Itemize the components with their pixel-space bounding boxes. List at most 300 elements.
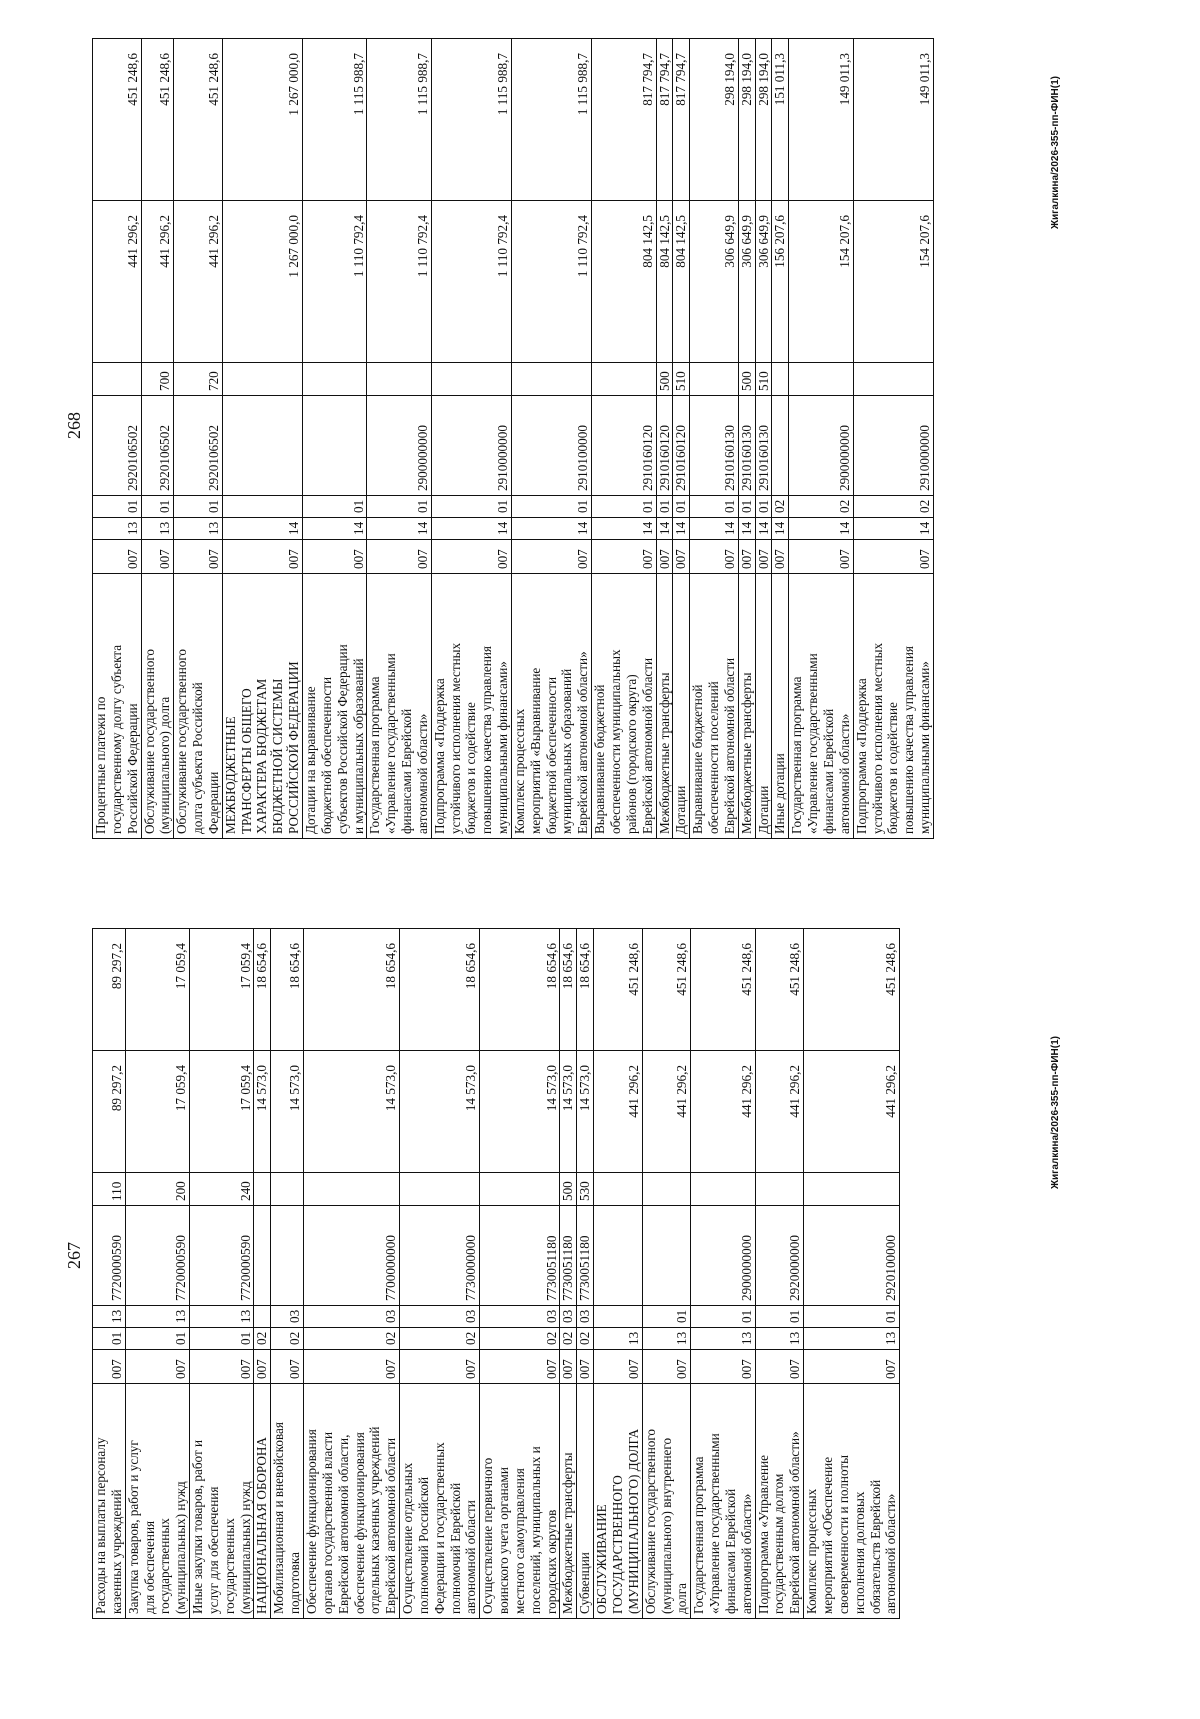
row-name-line: автономной области [463, 1500, 479, 1614]
table-row [642, 929, 691, 1619]
section-code: 14 [511, 518, 591, 540]
row-name-line: бюджетной обеспеченности [318, 676, 334, 834]
row-name-line: Государственная программа [367, 676, 383, 834]
row-name [789, 574, 853, 839]
section-code: 02 [480, 1328, 560, 1350]
amount-year-1: 1 110 792,4 [367, 201, 431, 363]
expense-type-code [592, 363, 656, 396]
row-name-line: обеспеченности муниципальных [608, 649, 623, 834]
row-name [222, 574, 302, 839]
row-name-line: ХАРАКТЕРА БЮДЖЕТАМ [254, 678, 270, 834]
ministry-code: 007 [690, 540, 739, 574]
expense-type-code: 500 [560, 1173, 577, 1206]
ministry-code: 007 [804, 1350, 900, 1384]
ministry-code: 007 [560, 1350, 577, 1384]
amount-year-1: 1 267 000,0 [222, 201, 302, 363]
target-article-code: 2910000000 [853, 396, 933, 496]
table-row [691, 929, 755, 1619]
row-name-line: Обеспечение функционирования [303, 1429, 319, 1614]
row-name-line: отдельных казенных учреждений [367, 1426, 383, 1614]
row-name-line: поселений, муниципальных и [527, 1446, 543, 1614]
row-name-line: финансами Еврейской [722, 1488, 738, 1614]
table-row [431, 39, 511, 839]
ministry-code: 007 [511, 540, 591, 574]
row-name [755, 1384, 804, 1619]
amount-year-1: 804 142,5 [656, 201, 673, 363]
section-code: 01 [190, 1328, 254, 1350]
row-name-line: мероприятий «Выравнивание [527, 667, 543, 834]
target-article-code: 7720000590 [190, 1206, 254, 1306]
row-name-line: Дотации [755, 785, 771, 834]
row-name-line: ОБСЛУЖИВАНИЕ [594, 1504, 610, 1614]
ministry-code: 007 [755, 540, 772, 574]
target-article-code: 2910160130 [690, 396, 739, 496]
ministry-code: 007 [480, 1350, 560, 1384]
expense-type-code: 720 [174, 363, 223, 396]
expense-type-code: 510 [755, 363, 772, 396]
subsection-code: 01 [93, 496, 142, 518]
row-name [271, 1384, 304, 1619]
row-name-line: автономной области» [883, 1493, 899, 1614]
amount-year-2: 817 794,7 [592, 39, 656, 201]
table-row [789, 39, 853, 839]
row-name-line: государственному долгу субъекта [108, 644, 124, 834]
row-name-line: финансами Еврейской [399, 708, 415, 834]
row-name-line: Федерации [205, 771, 221, 834]
row-name-line: Подпрограмма «Поддержка [853, 678, 869, 834]
row-name-line: повышению качества управления [479, 646, 495, 834]
table-row [804, 929, 900, 1619]
target-article-code: 2910160120 [592, 396, 656, 496]
section-code: 14 [673, 518, 690, 540]
amount-year-1: 441 296,2 [174, 201, 223, 363]
row-name-line: казенных учреждений [108, 1489, 124, 1614]
subsection-code: 03 [400, 1306, 480, 1328]
amount-year-1: 14 573,0 [577, 1051, 594, 1173]
row-name [174, 574, 223, 839]
ministry-code: 007 [656, 540, 673, 574]
row-name-line: муниципальных образований [559, 668, 575, 834]
row-name [673, 574, 690, 839]
section-code: 02 [254, 1328, 271, 1350]
amount-year-1: 441 296,2 [642, 1051, 691, 1173]
expense-type-code [690, 363, 739, 396]
amount-year-1: 154 207,6 [853, 201, 933, 363]
expense-type-code [222, 363, 302, 396]
amount-year-1: 14 573,0 [303, 1051, 399, 1173]
subsection-code: 02 [853, 496, 933, 518]
amount-year-2: 298 194,0 [690, 39, 739, 201]
amount-year-2: 17 059,4 [190, 929, 254, 1051]
amount-year-2: 151 011,3 [772, 39, 789, 201]
ministry-code: 007 [853, 540, 933, 574]
row-name-line: РОССИЙСКОЙ ФЕДЕРАЦИИ [286, 661, 302, 834]
subsection-code: 01 [656, 496, 673, 518]
expense-type-code: 110 [93, 1173, 126, 1206]
amount-year-1: 14 573,0 [254, 1051, 271, 1173]
subsection-code: 01 [691, 1306, 755, 1328]
row-name-line: Еврейской автономной области» [575, 651, 591, 834]
ministry-code: 007 [125, 1350, 189, 1384]
expense-type-code [480, 1173, 560, 1206]
amount-year-2: 1 115 988,7 [367, 39, 431, 201]
row-name-line: и муниципальных образований [350, 658, 366, 834]
row-name-line: долга [674, 1583, 690, 1614]
target-article-code: 2910100000 [511, 396, 591, 496]
ministry-code: 007 [174, 540, 223, 574]
subsection-code: 02 [789, 496, 853, 518]
row-name-line: мероприятий «Обеспечение [819, 1456, 835, 1614]
page-267 [0, 859, 1200, 1719]
row-name-line: Государственная программа [691, 1456, 707, 1614]
ministry-code: 007 [254, 1350, 271, 1384]
subsection-code: 03 [271, 1306, 304, 1328]
table-row [592, 39, 656, 839]
ministry-code: 007 [367, 540, 431, 574]
section-code: 13 [642, 1328, 691, 1350]
row-name-line: государственных [157, 1518, 173, 1614]
amount-year-1: 14 573,0 [480, 1051, 560, 1173]
row-name [367, 574, 431, 839]
row-name [93, 574, 142, 839]
subsection-code: 01 [141, 496, 174, 518]
section-code: 14 [431, 518, 511, 540]
row-name [804, 1384, 900, 1619]
row-name [755, 574, 772, 839]
row-name-line: полномочий Российской [415, 1476, 431, 1614]
amount-year-1: 17 059,4 [125, 1051, 189, 1173]
row-name-line: Выравнивание бюджетной [592, 684, 608, 834]
section-code: 13 [141, 518, 174, 540]
section-code: 02 [271, 1328, 304, 1350]
table-row [222, 39, 302, 839]
amount-year-2: 451 248,6 [594, 929, 643, 1051]
row-name-line: бюджетной обеспеченности [543, 676, 559, 834]
target-article-code: 2910160130 [738, 396, 755, 496]
amount-year-2: 149 011,3 [789, 39, 853, 201]
subsection-code: 13 [125, 1306, 189, 1328]
document-footer: Жигалкина/2026-355-пп-ФИН(1) [1050, 1036, 1061, 1189]
target-article-code [772, 396, 789, 496]
section-code: 01 [125, 1328, 189, 1350]
ministry-code: 007 [93, 1350, 126, 1384]
target-article-code: 2920000000 [755, 1206, 804, 1306]
row-name-line: Еврейской автономной области» [787, 1431, 803, 1614]
amount-year-1: 14 573,0 [560, 1051, 577, 1173]
section-code: 14 [772, 518, 789, 540]
amount-year-2: 1 267 000,0 [222, 39, 302, 201]
table-row [93, 929, 126, 1619]
row-name-line: (муниципального) внутреннего [658, 1437, 674, 1614]
target-article-code [254, 1206, 271, 1306]
row-name-line: обязательств Еврейской [867, 1479, 883, 1614]
row-name [738, 574, 755, 839]
subsection-code: 03 [480, 1306, 560, 1328]
amount-year-2: 451 248,6 [93, 39, 142, 201]
section-code: 13 [594, 1328, 643, 1350]
table-row [656, 39, 673, 839]
row-name [560, 1384, 577, 1619]
expense-type-code [93, 363, 142, 396]
amount-year-2: 1 115 988,7 [431, 39, 511, 201]
row-name-line: автономной области» [414, 713, 430, 834]
target-article-code: 2920106502 [174, 396, 223, 496]
row-name-line: Еврейской автономной области [383, 1437, 399, 1614]
subsection-code: 01 [690, 496, 739, 518]
ministry-code: 007 [400, 1350, 480, 1384]
ministry-code: 007 [577, 1350, 594, 1384]
row-name-line: Подпрограмма «Управление [755, 1454, 771, 1614]
row-name-line: Обслуживание государственного [141, 648, 157, 834]
amount-year-1: 14 573,0 [271, 1051, 304, 1173]
target-article-code: 7730051180 [560, 1206, 577, 1306]
ministry-code: 007 [592, 540, 656, 574]
expense-type-code: 700 [141, 363, 174, 396]
expense-type-code [400, 1173, 480, 1206]
target-article-code: 7730051180 [480, 1206, 560, 1306]
row-name-line: Мобилизационная и вневойсковая [271, 1422, 287, 1614]
row-name-line: подготовка [287, 1552, 303, 1614]
row-name-line: Еврейской автономной области, [335, 1434, 351, 1614]
ministry-code: 007 [642, 1350, 691, 1384]
ministry-code: 007 [190, 1350, 254, 1384]
row-name [642, 1384, 691, 1619]
amount-year-2: 1 115 988,7 [511, 39, 591, 201]
amount-year-2: 89 297,2 [93, 929, 126, 1051]
amount-year-2: 451 248,6 [755, 929, 804, 1051]
section-code: 14 [853, 518, 933, 540]
row-name-line: финансами Еврейской [820, 708, 836, 834]
row-name-line: (МУНИЦИПАЛЬНОГО) ДОЛГА [625, 1428, 641, 1614]
row-name-line: Подпрограмма «Поддержка [431, 678, 447, 834]
table-row [772, 39, 789, 839]
row-name-line: Иные дотации [772, 753, 788, 834]
row-name-line: Комплекс процессных [804, 1488, 820, 1614]
amount-year-2: 451 248,6 [691, 929, 755, 1051]
budget-table [92, 928, 900, 1619]
row-name [141, 574, 174, 839]
amount-year-1: 17 059,4 [190, 1051, 254, 1173]
row-name-line: автономной области» [738, 1493, 754, 1614]
amount-year-1: 306 649,9 [738, 201, 755, 363]
amount-year-1: 89 297,2 [93, 1051, 126, 1173]
target-article-code: 2920106502 [93, 396, 142, 496]
row-name-line: полномочий Еврейской [447, 1482, 463, 1614]
expense-type-code [254, 1173, 271, 1206]
row-name [772, 574, 789, 839]
row-name-line: субъектов Российской Федерации [334, 644, 350, 834]
amount-year-2: 451 248,6 [642, 929, 691, 1051]
subsection-code: 01 [755, 496, 772, 518]
table-row [367, 39, 431, 839]
amount-year-1: 441 296,2 [755, 1051, 804, 1173]
target-article-code: 7730000000 [400, 1206, 480, 1306]
expense-type-code: 200 [125, 1173, 189, 1206]
amount-year-1: 306 649,9 [690, 201, 739, 363]
amount-year-2: 18 654,6 [303, 929, 399, 1051]
subsection-code [254, 1306, 271, 1328]
table-row [254, 929, 271, 1619]
row-name-line: Осуществление отдельных [400, 1462, 416, 1614]
expense-type-code [303, 1173, 399, 1206]
target-article-code: 2910160120 [673, 396, 690, 496]
section-code: 14 [690, 518, 739, 540]
target-article-code: 2910000000 [431, 396, 511, 496]
row-name-line: бюджетов и содействие [885, 702, 901, 834]
ministry-code: 007 [789, 540, 853, 574]
section-code: 13 [174, 518, 223, 540]
expense-type-code: 530 [577, 1173, 594, 1206]
amount-year-1: 1 110 792,4 [511, 201, 591, 363]
row-name-line: ТРАНСФЕРТЫ ОБЩЕГО [238, 688, 254, 834]
amount-year-1: 156 207,6 [772, 201, 789, 363]
subsection-code [222, 496, 302, 518]
row-name [254, 1384, 271, 1619]
amount-year-2: 18 654,6 [560, 929, 577, 1051]
row-name-line: (муниципальных) нужд [237, 1481, 253, 1614]
row-name [691, 1384, 755, 1619]
expense-type-code [853, 363, 933, 396]
amount-year-2: 18 654,6 [480, 929, 560, 1051]
ministry-code: 007 [594, 1350, 643, 1384]
amount-year-1: 14 573,0 [400, 1051, 480, 1173]
target-article-code: 7730051180 [577, 1206, 594, 1306]
subsection-code: 01 [511, 496, 591, 518]
expense-type-code [804, 1173, 900, 1206]
subsection-code: 01 [755, 1306, 804, 1328]
row-name-line: Дотации [673, 785, 689, 834]
amount-year-1: 441 296,2 [93, 201, 142, 363]
table-row [673, 39, 690, 839]
ministry-code: 007 [222, 540, 302, 574]
target-article-code: 2920106502 [141, 396, 174, 496]
ministry-code: 007 [141, 540, 174, 574]
subsection-code: 01 [174, 496, 223, 518]
row-name-line: органов государственной власти [319, 1431, 335, 1614]
expense-type-code [755, 1173, 804, 1206]
row-name-line: обеспечение функционирования [351, 1432, 367, 1614]
subsection-code: 01 [302, 496, 366, 518]
section-code: 14 [789, 518, 853, 540]
subsection-code: 01 [673, 496, 690, 518]
target-article-code [222, 396, 302, 496]
row-name-line: воинского учета органами [496, 1467, 512, 1614]
subsection-code [594, 1306, 643, 1328]
row-name-line: городских округов [543, 1509, 559, 1614]
row-name [431, 574, 511, 839]
target-article-code: 7720000590 [93, 1206, 126, 1306]
subsection-code: 03 [560, 1306, 577, 1328]
row-name-line: Межбюджетные трансферты [656, 672, 672, 834]
amount-year-2: 817 794,7 [673, 39, 690, 201]
row-name-line: Государственная программа [789, 676, 805, 834]
table-row [738, 39, 755, 839]
amount-year-1: 441 296,2 [804, 1051, 900, 1173]
row-name-line: Дотации на выравнивание [302, 686, 318, 834]
row-name [656, 574, 673, 839]
row-name-line: устойчивого исполнения местных [869, 642, 885, 834]
ministry-code: 007 [755, 1350, 804, 1384]
subsection-code: 01 [804, 1306, 900, 1328]
section-code: 14 [367, 518, 431, 540]
section-code: 01 [93, 1328, 126, 1350]
expense-type-code [642, 1173, 691, 1206]
target-article-code: 2900000000 [367, 396, 431, 496]
ministry-code: 007 [738, 540, 755, 574]
amount-year-2: 18 654,6 [577, 929, 594, 1051]
row-name-line: Обслуживание государственного [642, 1428, 658, 1614]
row-name [690, 574, 739, 839]
expense-type-code [431, 363, 511, 396]
table-row [755, 39, 772, 839]
row-name-line: устойчивого исполнения местных [447, 642, 463, 834]
amount-year-1: 441 296,2 [141, 201, 174, 363]
budget-table [92, 38, 934, 839]
row-name-line: Осуществление первичного [480, 1457, 496, 1614]
expense-type-code [772, 363, 789, 396]
table-row [302, 39, 366, 839]
row-name [93, 1384, 126, 1619]
ministry-code: 007 [271, 1350, 304, 1384]
row-name-line: Еврейской автономной области [639, 657, 655, 834]
row-name-line: (муниципальных) нужд [173, 1481, 189, 1614]
table-row [560, 929, 577, 1619]
target-article-code [642, 1206, 691, 1306]
amount-year-2: 451 248,6 [141, 39, 174, 201]
row-name-line: НАЦИОНАЛЬНАЯ ОБОРОНА [254, 1437, 270, 1614]
target-article-code: 7720000590 [125, 1206, 189, 1306]
target-article-code [594, 1206, 643, 1306]
row-name-line: автономной области» [836, 713, 852, 834]
ministry-code: 007 [93, 540, 142, 574]
row-name-line: повышению качества управления [901, 646, 917, 834]
expense-type-code: 510 [673, 363, 690, 396]
row-name-line: МЕЖБЮДЖЕТНЫЕ [222, 716, 238, 834]
row-name-line: Еврейской автономной области [721, 657, 737, 834]
section-code: 14 [755, 518, 772, 540]
section-code: 02 [400, 1328, 480, 1350]
table-row [400, 929, 480, 1619]
section-code: 02 [303, 1328, 399, 1350]
ministry-code: 007 [431, 540, 511, 574]
subsection-code: 02 [772, 496, 789, 518]
subsection-code: 01 [367, 496, 431, 518]
row-name [511, 574, 591, 839]
expense-type-code: 500 [656, 363, 673, 396]
table-row [271, 929, 304, 1619]
page-268 [0, 0, 1200, 859]
row-name-line: «Управление государственными [383, 653, 399, 834]
target-article-code: 2900000000 [691, 1206, 755, 1306]
amount-year-1: 1 110 792,4 [302, 201, 366, 363]
row-name-line: для обеспечения [141, 1520, 157, 1614]
subsection-code: 01 [592, 496, 656, 518]
amount-year-2: 451 248,6 [174, 39, 223, 201]
row-name-line: Российской Федерации [124, 703, 140, 834]
row-name-line: Расходы на выплаты персоналу [93, 1437, 108, 1614]
section-code: 13 [691, 1328, 755, 1350]
row-name [594, 1384, 643, 1619]
table-row [577, 929, 594, 1619]
amount-year-1: 441 296,2 [594, 1051, 643, 1173]
row-name-line: Субвенции [577, 1552, 593, 1614]
subsection-code: 13 [93, 1306, 126, 1328]
amount-year-2: 298 194,0 [755, 39, 772, 201]
expense-type-code [511, 363, 591, 396]
target-article-code [271, 1206, 304, 1306]
row-name-line: Выравнивание бюджетной [690, 684, 706, 834]
amount-year-2: 18 654,6 [400, 929, 480, 1051]
